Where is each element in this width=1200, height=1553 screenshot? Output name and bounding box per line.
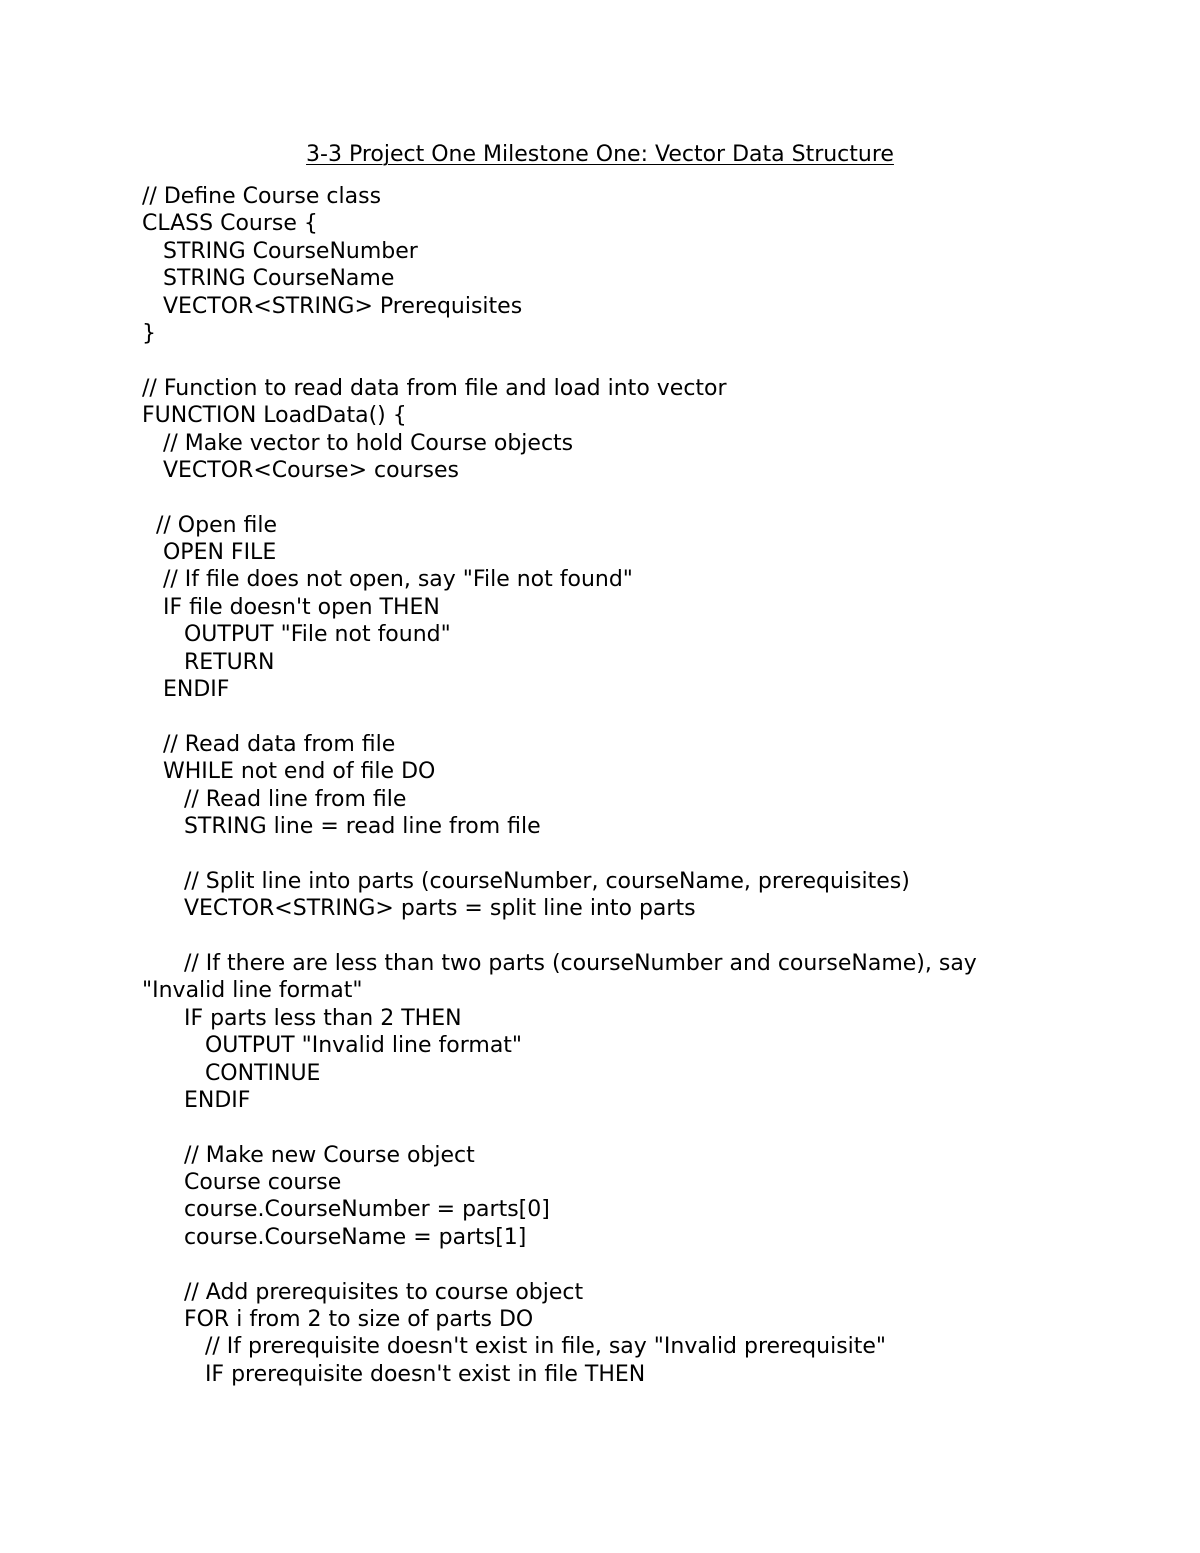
code-line: CONTINUE: [142, 1060, 321, 1086]
code-line: // Read line from file: [142, 786, 407, 812]
code-line: VECTOR<Course> courses: [142, 457, 460, 483]
code-line: FOR i from 2 to size of parts DO: [142, 1307, 534, 1333]
code-line: IF prerequisite doesn't exist in file THEN: [142, 1361, 646, 1387]
code-line: FUNCTION LoadData() {: [142, 403, 407, 429]
code-line: // Read data from file: [142, 731, 396, 757]
pseudocode-block: [142, 183, 1072, 1388]
blank-line: [142, 484, 1072, 511]
document-title-text: 3-3 Project One Milestone One: Vector Data Structure: [306, 142, 894, 167]
blank-line: [142, 347, 1072, 374]
code-line: // Add prerequisites to course object: [142, 1279, 584, 1305]
code-line: "Invalid line format": [142, 978, 363, 1004]
code-line: // Make vector to hold Course objects: [142, 430, 574, 456]
code-line: }: [142, 320, 156, 346]
code-line: course.CourseName = parts[1]: [142, 1224, 527, 1250]
blank-line: [142, 1114, 1072, 1141]
blank-line: [142, 1251, 1072, 1278]
code-line: // Function to read data from file and load into vector: [142, 375, 727, 401]
code-line: // If prerequisite doesn't exist in file, say "Invalid prerequisite": [142, 1334, 887, 1360]
code-line: STRING line = read line from file: [142, 813, 541, 839]
code-line: course.CourseNumber = parts[0]: [142, 1197, 550, 1223]
code-line: // Make new Course object: [142, 1142, 475, 1168]
code-line: RETURN: [142, 649, 275, 675]
code-line: // Open file: [142, 512, 278, 538]
code-line: VECTOR<STRING> Prerequisites: [142, 293, 523, 319]
code-line: ENDIF: [142, 677, 230, 703]
blank-line: [142, 840, 1072, 867]
code-line: STRING CourseNumber: [142, 238, 418, 264]
code-line: IF parts less than 2 THEN: [142, 1005, 462, 1031]
code-line: Course course: [142, 1170, 342, 1196]
code-line: OUTPUT "File not found": [142, 622, 451, 648]
code-line: CLASS Course {: [142, 211, 318, 237]
blank-line: [142, 923, 1072, 950]
code-line: ENDIF: [142, 1087, 251, 1113]
code-line: // Split line into parts (courseNumber, courseName, prerequisites): [142, 868, 910, 894]
code-line: WHILE not end of file DO: [142, 759, 436, 785]
blank-line: [142, 703, 1072, 730]
code-line: OUTPUT "Invalid line format": [142, 1033, 523, 1059]
code-line: // If there are less than two parts (courseNumber and courseName), say: [142, 950, 977, 976]
code-line: // If file does not open, say "File not found": [142, 567, 633, 593]
code-line: IF file doesn't open THEN: [142, 594, 440, 620]
code-line: // Define Course class: [142, 184, 382, 209]
document-title: [0, 141, 1200, 169]
code-line: OPEN FILE: [142, 540, 277, 566]
code-line: STRING CourseName: [142, 266, 395, 292]
code-line: VECTOR<STRING> parts = split line into parts: [142, 896, 696, 922]
